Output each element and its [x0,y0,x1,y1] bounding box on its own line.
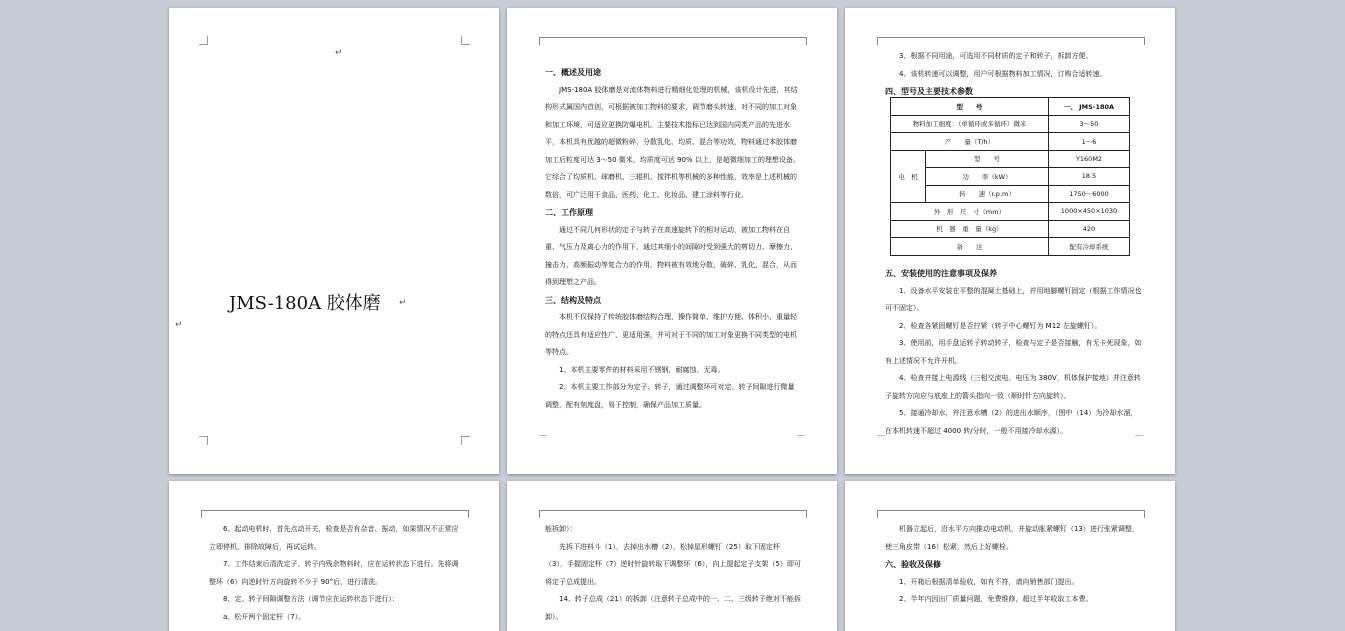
table-cell: 功 率（kW） [926,168,1049,186]
page-body[interactable] [885,265,1143,440]
table-row [891,203,1130,221]
paragraph-mark: ↵ [335,48,343,58]
document-title[interactable]: JMS-180A 胶体磨 [229,293,381,314]
paragraph-mark: ↵ [399,298,407,308]
paragraph: 1、设备水平安装在平整的混凝土基础上，并用地脚螺钉固定（根据工作情况也可不固定）。 [885,286,1142,312]
header-rule [877,37,1145,45]
table-cell: 1750～6000 [1049,185,1130,203]
paragraph: 1、开箱后根据清单验收，如有不符，请向销售部门提出。 [899,577,1079,586]
table-row [891,98,1130,116]
paragraph: 4、检查并接上电源线（三相交流电、电压为 380V，机体保护接地）并注意转子旋转方向应与底座上的箭头指向一致（顺时针方向旋转）。 [885,374,1141,400]
paragraph: JMS-180A 胶体磨是对流体物料进行精细化处理的机械，该机设计先进，其结构形式属国内首创，可根据被加工物料的要求，调节磨头转速，对不同的加工对象和加工环境，可适应更换防爆电机。主要技术指标已达到国内同类产品的先进水平，本机具有优越的超微粉碎、分散乳化、均质、混合等功效，物料通过本胶体磨加工后粒度可达 3～50 微米，均质度可达 90% 以上，是超微细加工的理想设备。它综合了均质机、球磨机、三辊机、搅拌机等机械的多种性能，效率是上述机械的数倍，可广泛用于食品、医药、化工、化妆品、建工涂料等行业。 [545,85,800,199]
paragraph: 5、接通冷却水，并注意水槽（2）的进出水顺序，（图中（14）为冷却水溜，在本机转速不超过 4000 转/分时，一般不用接冷却水源）。 [885,409,1138,435]
paragraph: 2、半年内因出厂质量问题，免费维修，超过半年收取工本费。 [899,595,1093,603]
paragraph: 6、起动电机时，首先点动开关，检查是否有杂音、振动，如果情况不正常应立即停机，排除故障后，再试运转。 [209,525,459,551]
table-cell: 18.5 [1049,168,1130,186]
corner-mark [461,36,470,45]
section-heading: 六、验收及保修 [885,560,941,569]
paragraph: 能拆卸）： [545,525,577,533]
page-2 [507,8,837,474]
footer-rule [797,435,805,436]
paragraph: 3、根据不同用途，可选用不同材质的定子和转子，拆卸方便。 [899,52,1093,60]
paragraph: 2、本机主要工作部分为定子、转子，通过调整环可对定、转子间隙进行微量调整，配有刻度盘，易于控制，确保产品加工质量。 [545,383,795,409]
paragraph: a、松开两个固定杆（7）。 [223,612,306,621]
table-cell: 外 形 尺 寸（mm） [891,203,1049,221]
table-cell: 备 注 [891,238,1049,256]
section-heading: 一、概述及用途 [545,68,601,77]
table-cell: 产 量（T/h） [891,133,1049,151]
table-cell: 机 器 重 量（kg） [891,220,1049,238]
table-cell: 转 速（r.p.m） [926,185,1049,203]
paragraph: 14、转子总成（21）的拆卸（注意转子总成中的一、二、三级转子绝对不能拆卸）。 [545,595,801,621]
corner-mark [199,436,208,445]
paragraph: 通过不同几何形状的定子与转子在高速旋转下的相对运动，被加工物料在自重、气压力及离心力的作用下，通过其细小的间隙时受到强大的剪切力、摩擦力、撞击力、高频振动等复合力的作用，物料被有效地分散、破碎、乳化、混合，从而得到理想之产品。 [545,225,797,286]
footer-rule [1135,435,1143,436]
section-heading: 五、安装使用的注意事项及保养 [885,269,997,278]
header-rule [201,510,469,518]
table-cell: 3～50 [1049,115,1130,133]
table-row [891,168,1130,186]
paragraph: 8、定、转子间隙调整方法（调节应在运转状态下进行）： [223,595,399,603]
paragraph: 4、该机转速可以调整，用户可根据物料加工情况，订购合适转速。 [899,69,1107,78]
section-heading: 二、工作原理 [545,208,593,217]
page-body[interactable] [885,48,1143,101]
footer-rule [877,435,885,436]
paragraph: 3、使用前，用手盘运转子转动转子，检查与定子是否接触，有无卡死现象，如有上述情况不允许开机。 [885,339,1142,365]
table-row [891,238,1130,256]
paragraph: 本机不仅保持了传统胶体磨结构合理、操作简单、维护方便、体积小、重量轻的特点还具有适应性广、更适用强，并可对于不同的加工对象更换不同类型的电机等特点。 [545,313,797,356]
page-body[interactable] [885,521,1141,609]
page-1 [169,8,499,474]
page-body[interactable] [545,64,801,414]
spec-table[interactable] [890,97,1130,256]
page-3 [845,8,1175,474]
table-cell: 一、 JMS-180A [1049,98,1130,116]
paragraph: 1、本机主要零件的材料采用不锈钢，耐腐蚀、无毒。 [559,365,725,374]
page-5 [507,481,837,631]
corner-mark [461,436,470,445]
paragraph: 7、工作结束后清洗定子、转子内残余物料时，应在运转状态下进行。先将调整环（6）向逆时针方向旋转不少于 90°后，进行清洗。 [209,560,459,586]
section-heading: 四、型号及主要技术参数 [885,87,973,96]
table-row [891,185,1130,203]
table-row [891,220,1130,238]
header-rule [539,510,807,518]
table-cell: Y160M2 [1049,150,1130,168]
footer-rule [539,435,547,436]
table-cell: 电 机 [891,150,926,203]
table-cell: 型 号 [891,98,1049,116]
paragraph: 2、检查各紧固螺钉是否拧紧（转子中心螺钉为 M12 左旋螺钉）。 [899,321,1102,330]
section-heading: 三、结构及特点 [545,295,601,305]
table-cell: 型 号 [926,150,1049,168]
paragraph-mark: ↵ [175,320,183,330]
table-row [891,133,1130,151]
page-4 [169,481,499,631]
paragraph: 机器立起后，沿水平方向推动电动机，并旋动胀紧螺钉（13）进行张紧调整，使三角皮带（16）松紧，然后上好螺栓。 [885,525,1139,551]
paragraph: 先拆下进料斗（1），去掉出水槽（2），松掉星形螺钉（25）取下固定杯（3），手握固定杯（7）逆时针旋转取下调整环（6），向上提起定子支架（5）即可将定子总成提出。 [545,542,801,586]
table-cell: 420 [1049,220,1130,238]
table-row [891,150,1130,168]
corner-mark [199,36,208,45]
table-cell: 1～6 [1049,133,1130,151]
page-body[interactable] [209,521,465,626]
table-row [891,115,1130,133]
table-cell: 1000×450×1030 [1049,203,1130,221]
table-cell: 配有冷却系统 [1049,238,1130,256]
header-rule [539,37,807,45]
table-cell: 物料加工细度：（单循环或多循环）微米 [891,115,1049,133]
page-6 [845,481,1175,631]
page-body[interactable] [545,521,801,626]
header-rule [877,510,1145,518]
